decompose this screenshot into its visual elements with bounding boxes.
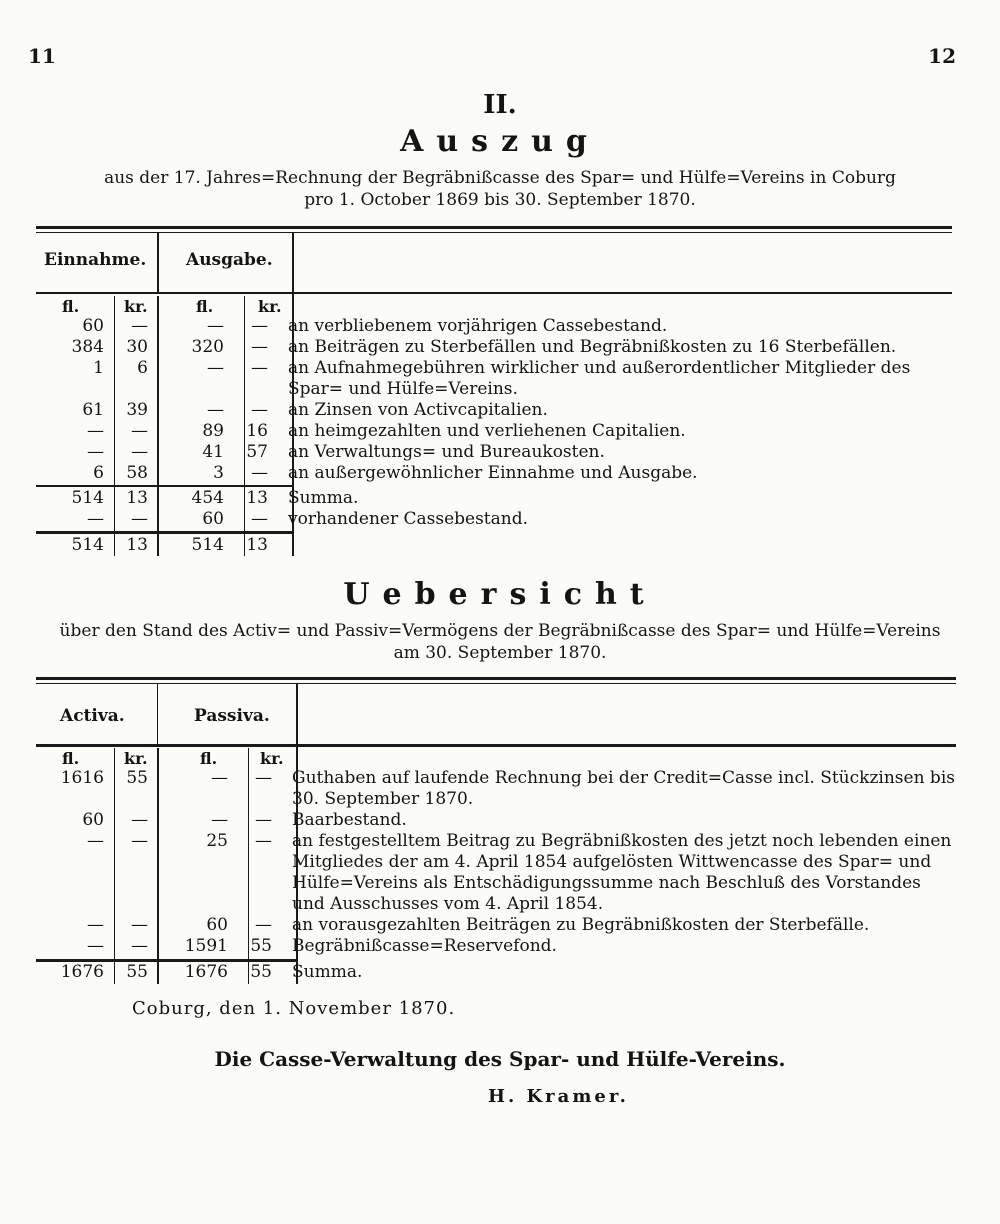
col-ausgabe: Ausgabe. xyxy=(186,250,273,270)
summa-ausgabe-kr: 13 xyxy=(246,488,268,508)
ausgabe-fl: — xyxy=(207,358,224,378)
page-number-left: 11 xyxy=(28,44,56,68)
ausgabe-kr: 16 xyxy=(246,421,268,441)
summa-label: Summa. xyxy=(288,488,359,508)
einnahme-fl: 61 xyxy=(82,400,104,420)
row-text: an vorausgezahlten Beiträgen zu Begräbnißkosten der Sterbefälle. xyxy=(292,915,870,935)
row-text: an Beiträgen zu Sterbefällen und Begräbnißkosten zu 16 Sterbefällen. xyxy=(288,337,897,357)
einnahme-kr: 6 xyxy=(137,358,148,378)
activa-fl: — xyxy=(87,936,104,956)
einnahme-fl: — xyxy=(87,442,104,462)
einnahme-fl: — xyxy=(87,421,104,441)
uebersicht-title: Uebersicht xyxy=(343,577,657,612)
col-einnahme: Einnahme. xyxy=(44,250,147,270)
row-text: an Verwaltungs= und Bureaukosten. xyxy=(288,442,605,462)
row-text: an außergewöhnlicher Einnahme und Ausgabe. xyxy=(288,463,698,483)
page-number-right: 12 xyxy=(928,44,956,68)
total-ausgabe-kr: 13 xyxy=(246,535,268,555)
auszug-subtitle-1: aus der 17. Jahres=Rechnung der Begräbnißcasse des Spar= und Hülfe=Vereins in Coburg xyxy=(104,168,896,188)
table-row xyxy=(36,358,952,400)
ausgabe-fl: — xyxy=(207,316,224,336)
summa-activa-fl: 1676 xyxy=(60,962,104,982)
table-row xyxy=(36,509,952,530)
einnahme-kr: — xyxy=(131,316,148,336)
einnahme-kr: 30 xyxy=(126,337,148,357)
table-row xyxy=(36,915,956,936)
total-einnahme-fl: 514 xyxy=(71,535,104,555)
summa-einnahme-kr: 13 xyxy=(126,488,148,508)
uebersicht-unit-kr-1: kr. xyxy=(124,749,148,768)
activa-kr: — xyxy=(131,831,148,851)
row-text: an Aufnahmegebühren wirklicher und außerordentlicher Mitglieder des Spar= und Hülfe=Vereins. xyxy=(288,358,911,399)
row-text: Guthaben auf laufende Rechnung bei der Credit=Casse incl. Stückzinsen bis 30. September 1870. xyxy=(292,768,955,809)
activa-fl: 1616 xyxy=(60,768,104,788)
table-row xyxy=(36,337,952,358)
uebersicht-top-rule xyxy=(36,677,956,680)
ausgabe-kr: — xyxy=(251,316,268,336)
table-row xyxy=(36,810,956,831)
einnahme-fl: 1 xyxy=(93,358,104,378)
uebersicht-unit-fl-2: fl. xyxy=(200,749,218,768)
table-row xyxy=(36,936,956,957)
activa-fl: 60 xyxy=(82,810,104,830)
auszug-unit-fl-1: fl. xyxy=(62,297,80,316)
ausgabe-fl: 320 xyxy=(191,337,224,357)
uebersicht-col-divider xyxy=(157,684,158,744)
passiva-fl: — xyxy=(211,768,228,788)
einnahme-fl: 60 xyxy=(82,316,104,336)
activa-fl: — xyxy=(87,831,104,851)
auszug-table xyxy=(36,316,952,484)
auszug-top-rule xyxy=(36,226,952,229)
table-row xyxy=(36,316,952,337)
auszug-summa-rule xyxy=(36,485,294,487)
table-row xyxy=(36,535,274,556)
summa-passiva-kr: 55 xyxy=(250,962,272,982)
row-text: an festgestelltem Beitrag zu Begräbnißkosten des jetzt noch lebenden einen Mitgliedes der am 4. April 1854 aufgelösten Wittwencasse des Spar= und Hülfe=Vereins als Entschädigungssumme nach Beschluß des Vorstandes und Ausschusses vom 4. April 1854. xyxy=(292,831,952,914)
passiva-fl: 60 xyxy=(206,915,228,935)
uebersicht-subtitle-1: über den Stand des Activ= und Passiv=Vermögens der Begräbnißcasse des Spar= und Hülfe=Vereins xyxy=(59,621,941,641)
place-date: Coburg, den 1. November 1870. xyxy=(132,998,456,1019)
total-einnahme-kr: 13 xyxy=(126,535,148,555)
passiva-kr: — xyxy=(255,831,272,851)
bestand-ausgabe-kr: — xyxy=(251,509,268,529)
auszug-unit-kr-1: kr. xyxy=(124,297,148,316)
row-text: Begräbnißcasse=Reservefond. xyxy=(292,936,557,956)
col-activa: Activa. xyxy=(60,706,125,726)
ausgabe-fl: 89 xyxy=(202,421,224,441)
passiva-fl: — xyxy=(211,810,228,830)
ausgabe-fl: — xyxy=(207,400,224,420)
ausgabe-kr: — xyxy=(251,463,268,483)
row-text: Baarbestand. xyxy=(292,810,407,830)
table-row xyxy=(36,421,952,442)
ausgabe-fl: 41 xyxy=(202,442,224,462)
einnahme-fl: 384 xyxy=(71,337,104,357)
einnahme-kr: — xyxy=(131,442,148,462)
table-row xyxy=(36,831,956,915)
uebersicht-unit-kr-2: kr. xyxy=(260,749,284,768)
ausgabe-fl: 3 xyxy=(213,463,224,483)
summa-einnahme-fl: 514 xyxy=(71,488,104,508)
summa-activa-kr: 55 xyxy=(126,962,148,982)
authority-line: Die Casse-Verwaltung des Spar- und Hülfe-Vereins. xyxy=(214,1047,786,1071)
section-number: II. xyxy=(483,90,517,120)
einnahme-fl: 6 xyxy=(93,463,104,483)
auszug-unit-kr-2: kr. xyxy=(258,297,282,316)
auszug-subtitle-2: pro 1. October 1869 bis 30. September 1870. xyxy=(304,190,696,210)
activa-fl: — xyxy=(87,915,104,935)
auszug-total-rule xyxy=(36,531,294,534)
auszug-title: Auszug xyxy=(400,124,600,159)
uebersicht-top-rule-thin xyxy=(36,683,956,684)
bestand-einnahme-kr: — xyxy=(131,509,148,529)
table-row xyxy=(36,768,956,810)
table-row xyxy=(36,400,952,421)
row-text: an verbliebenem vorjährigen Cassebestand. xyxy=(288,316,668,336)
activa-kr: — xyxy=(131,936,148,956)
table-row xyxy=(36,962,362,983)
signature: H. Kramer. xyxy=(488,1086,629,1107)
uebersicht-summa-table xyxy=(36,962,362,983)
passiva-fl: 25 xyxy=(206,831,228,851)
uebersicht-subtitle-2: am 30. September 1870. xyxy=(393,643,607,663)
einnahme-kr: — xyxy=(131,421,148,441)
summa-label: Summa. xyxy=(292,962,363,982)
total-ausgabe-fl: 514 xyxy=(191,535,224,555)
uebersicht-header-rule xyxy=(36,744,956,747)
row-text: an heimgezahlten und verliehenen Capitalien. xyxy=(288,421,686,441)
einnahme-kr: 39 xyxy=(126,400,148,420)
bestand-einnahme-fl: — xyxy=(87,509,104,529)
passiva-kr: 55 xyxy=(250,936,272,956)
activa-kr: 55 xyxy=(126,768,148,788)
uebersicht-unit-fl-1: fl. xyxy=(62,749,80,768)
auszug-top-rule-thin xyxy=(36,232,952,233)
table-row xyxy=(36,463,952,484)
uebersicht-table xyxy=(36,768,956,957)
bestand-label: vorhandener Cassebestand. xyxy=(288,509,529,529)
activa-kr: — xyxy=(131,810,148,830)
passiva-kr: — xyxy=(255,768,272,788)
ausgabe-kr: — xyxy=(251,358,268,378)
einnahme-kr: 58 xyxy=(126,463,148,483)
ausgabe-kr: 57 xyxy=(246,442,268,462)
auszug-summa-table xyxy=(36,488,952,530)
ausgabe-kr: — xyxy=(251,337,268,357)
passiva-fl: 1591 xyxy=(184,936,228,956)
row-text: an Zinsen von Activcapitalien. xyxy=(288,400,548,420)
auszug-col-divider xyxy=(157,232,159,292)
activa-kr: — xyxy=(131,915,148,935)
passiva-kr: — xyxy=(255,810,272,830)
table-row xyxy=(36,442,952,463)
auszug-total-table xyxy=(36,535,274,556)
auszug-header-rule xyxy=(36,292,952,294)
col-passiva: Passiva. xyxy=(194,706,270,726)
bestand-ausgabe-fl: 60 xyxy=(202,509,224,529)
table-row xyxy=(36,488,952,509)
summa-passiva-fl: 1676 xyxy=(184,962,228,982)
ausgabe-kr: — xyxy=(251,400,268,420)
passiva-kr: — xyxy=(255,915,272,935)
summa-ausgabe-fl: 454 xyxy=(191,488,224,508)
auszug-unit-fl-2: fl. xyxy=(196,297,214,316)
